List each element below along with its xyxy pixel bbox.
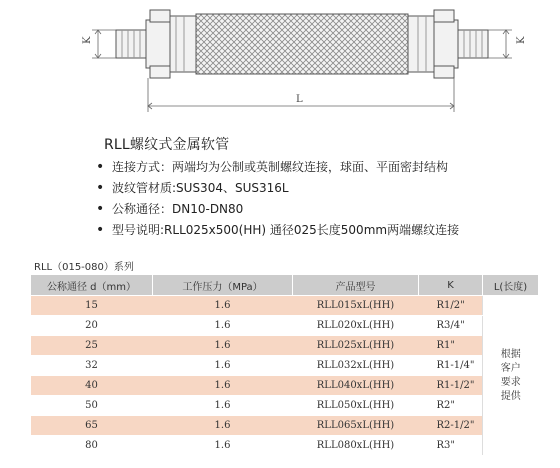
cell-model: RLL015xL(HH) [293, 296, 419, 316]
spec-material-text: 波纹管材质:SUS304、SUS316L [112, 181, 289, 195]
cell-pressure: 1.6 [153, 376, 293, 396]
table-row [31, 296, 539, 316]
length-label: L [296, 94, 303, 105]
header-k: K [419, 275, 483, 296]
cell-k: R2-1/2" [419, 416, 483, 436]
table-row [31, 336, 539, 356]
spec-connection [96, 157, 459, 178]
spec-material [96, 178, 459, 199]
length-note-text: 根据客户要求提供 [500, 348, 521, 402]
header-length: L(长度) [483, 275, 539, 296]
cell-pressure: 1.6 [153, 356, 293, 376]
right-k-label: K [516, 36, 527, 44]
cell-diameter: 32 [31, 356, 153, 376]
cell-model: RLL050xL(HH) [293, 396, 419, 416]
header-model: 产品型号 [293, 275, 419, 296]
header-pressure: 工作压力（MPa） [153, 275, 293, 296]
left-k-dimension [92, 30, 116, 58]
cell-k: R1-1/2" [419, 376, 483, 396]
right-k-dimension [488, 30, 512, 58]
cell-pressure: 1.6 [153, 396, 293, 416]
braided-hose-body [196, 14, 408, 74]
cell-model: RLL040xL(HH) [293, 376, 419, 396]
cell-k: R1-1/4" [419, 356, 483, 376]
cell-model: RLL065xL(HH) [293, 416, 419, 436]
table-row [31, 356, 539, 376]
series-caption: RLL（015-080）系列 [34, 262, 134, 273]
spec-list [96, 157, 459, 241]
spec-diameter-text: 公称通径：DN10-DN80 [112, 202, 244, 216]
bullet-dot-icon: • [96, 222, 105, 238]
cell-k: R3/4" [419, 316, 483, 336]
cell-diameter: 40 [31, 376, 153, 396]
cell-k: R2" [419, 396, 483, 416]
cell-diameter: 15 [31, 296, 153, 316]
cell-pressure: 1.6 [153, 416, 293, 436]
header-diameter: 公称通径 d（mm） [31, 275, 153, 296]
table-row [31, 436, 539, 456]
table-header-row [31, 275, 539, 296]
cell-diameter: 80 [31, 436, 153, 456]
cell-diameter: 25 [31, 336, 153, 356]
cell-diameter: 50 [31, 396, 153, 416]
left-k-label: K [82, 36, 93, 44]
table-row [31, 396, 539, 416]
bullet-dot-icon: • [96, 180, 105, 196]
spec-model-text: 型号说明:RLL025x500(HH) 通径025长度500mm两端螺纹连接 [112, 223, 460, 237]
table-row [31, 316, 539, 336]
cell-model: RLL020xL(HH) [293, 316, 419, 336]
hose-technical-drawing [0, 0, 560, 128]
cell-k: R3" [419, 436, 483, 456]
spec-diameter [96, 199, 459, 220]
cell-model: RLL032xL(HH) [293, 356, 419, 376]
length-note-cell [483, 296, 539, 456]
product-title: RLL螺纹式金属软管 [104, 137, 230, 153]
cell-pressure: 1.6 [153, 336, 293, 356]
spec-model [96, 220, 459, 241]
bullet-dot-icon: • [96, 159, 105, 175]
table-row [31, 376, 539, 396]
spec-table [30, 274, 539, 456]
spec-connection-text: 连接方式：两端均为公制或英制螺纹连接，球面、平面密封结构 [112, 160, 449, 174]
cell-diameter: 65 [31, 416, 153, 436]
left-fitting [116, 10, 196, 78]
right-fitting [408, 10, 488, 78]
cell-model: RLL025xL(HH) [293, 336, 419, 356]
cell-pressure: 1.6 [153, 296, 293, 316]
table-row [31, 416, 539, 436]
cell-model: RLL080xL(HH) [293, 436, 419, 456]
cell-k: R1/2" [419, 296, 483, 316]
cell-k: R1" [419, 336, 483, 356]
cell-diameter: 20 [31, 316, 153, 336]
cell-pressure: 1.6 [153, 436, 293, 456]
bullet-dot-icon: • [96, 201, 105, 217]
cell-pressure: 1.6 [153, 316, 293, 336]
